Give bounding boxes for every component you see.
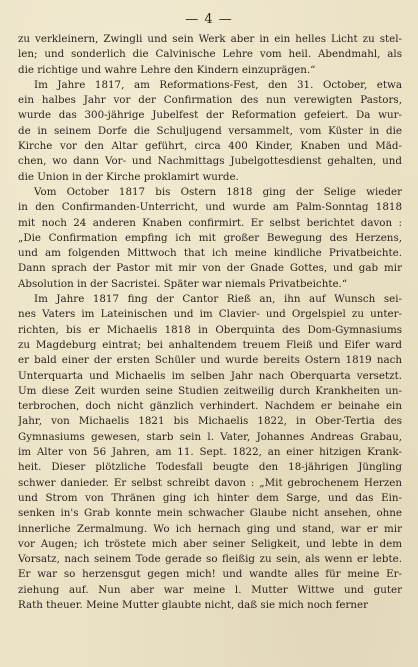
text-line: heit. Dieser plötzliche Todesfall beugte den 18-jährigen Jüngling	[18, 461, 402, 474]
text-line: in den Confirmanden-Unterricht, und wurde am Palm-Sonntag 1818	[18, 201, 402, 214]
text-line: zu verkleinern, Zwingli und sein Werk aber in ein helles Licht zu stel-	[18, 33, 402, 45]
text-line: ziehung auf. Nun aber war meine l. Mutter Wittwe und guter	[18, 583, 402, 596]
text-line: Im Jahre 1817 fing der Cantor Rieß an, ihn auf Wunsch sei-	[34, 293, 402, 306]
text-line: vor Augen; ich tröstete mich aber seiner Seligkeit, und lebte in dem	[18, 537, 402, 550]
text-line: richten, bis er Michaelis 1818 in Oberquinta des Dom-Gymnasiums	[18, 323, 402, 336]
text-line: Kirche vor den Altar geführt, circa 400 Kinder, Knaben und Mäd-	[18, 140, 402, 153]
text-line: chen, wo dann Vor- und Nachmittags Jubelgottesdienst gehalten, und	[18, 155, 402, 168]
text-line: Er war so herzensgut gegen mich! und wandte alles für meine Er-	[18, 568, 402, 581]
page-body	[18, 32, 402, 613]
paragraph	[18, 185, 402, 292]
text-line: Absolution in der Sacristei. Später war niemals Privatbeichte.“	[18, 277, 348, 290]
text-line: im Alter von 56 Jahren, am 11. Sept. 1822, an einer hitzigen Krank-	[18, 446, 402, 459]
text-line: Jahr, von Michaelis 1821 bis Michaelis 1822, in Ober-Tertia des	[18, 415, 402, 428]
page-number: — 4 —	[185, 12, 233, 27]
text-line: er bald einer der ersten Schüler und wurde bereits Ostern 1819 nach	[18, 354, 402, 367]
text-line: mit noch 24 anderen Knaben confirmirt. Er selbst berichtet davon :	[18, 216, 402, 229]
text-line: Dann sprach der Pastor mit mir von der Gnade Gottes, und gab mir	[18, 262, 402, 275]
text-line: und Strom von Thränen ging ich hinter dem Sarge, und das Ein-	[18, 491, 402, 504]
text-line: len; und sonderlich die Calvinische Lehre vom heil. Abendmahl, als	[18, 48, 402, 61]
text-line: ein halbes Jahr vor der Confirmation des nun verewigten Pastors,	[18, 94, 402, 107]
text-line: wurde das 300-jährige Jubelfest der Reformation gefeiert. Da wur-	[18, 109, 402, 122]
text-line: terbrochen, doch nicht gänzlich verhindert. Nachdem er beinahe ein	[18, 400, 402, 413]
text-line: Vom October 1817 bis Ostern 1818 ging der Selige wieder	[34, 185, 402, 198]
text-line: „Die Confirmation empfing ich mit großer Bewegung des Herzens,	[18, 231, 402, 244]
text-line: Unterquarta und Michaelis im selben Jahr nach Oberquarta versetzt.	[18, 369, 402, 382]
text-line: schwer danieder. Er selbst schreibt davon : „Mit gebrochenem Herzen	[18, 476, 402, 489]
paragraph	[18, 78, 402, 185]
text-line: Vorsatz, nach seinem Tode gerade so fleißig zu sein, als wenn er lebte.	[18, 553, 402, 566]
text-line: Um diese Zeit wurden seine Studien zeitweilig durch Krankheiten un-	[18, 384, 402, 397]
text-line: innerliche Zermalmung. Wo ich hernach ging und stand, war er mir	[18, 522, 402, 535]
text-line: zu Magdeburg eintrat; bei anhaltendem treuem Fleiß und Eifer ward	[18, 338, 402, 351]
text-line: und am folgenden Mittwoch that ich meine kindliche Privatbeichte.	[18, 247, 402, 260]
paragraph	[18, 292, 402, 613]
text-line: die richtige und wahre Lehre den Kindern einzuprägen.“	[18, 63, 316, 76]
text-line: de in seinem Dorfe die Schuljugend versammelt, vom Küster in die	[18, 124, 402, 137]
text-line: die Union in der Kirche proklamirt wurde.	[18, 170, 239, 183]
text-line: Gymnasiums gewesen, starb sein l. Vater, Johannes Andreas Grabau,	[18, 430, 402, 443]
text-line: Rath theuer. Meine Mutter glaubte nicht, daß sie mich noch ferner	[18, 598, 369, 611]
paragraph	[18, 32, 402, 78]
text-line: senken in's Grab konnte mein schwacher Glaube nicht ansehen, ohne	[18, 507, 402, 520]
text-line: nes Vaters im Lateinischen und im Clavier- und Orgelspiel zu unter-	[18, 308, 402, 321]
text-line: Im Jahre 1817, am Reformations-Fest, den 31. October, etwa	[34, 78, 402, 91]
